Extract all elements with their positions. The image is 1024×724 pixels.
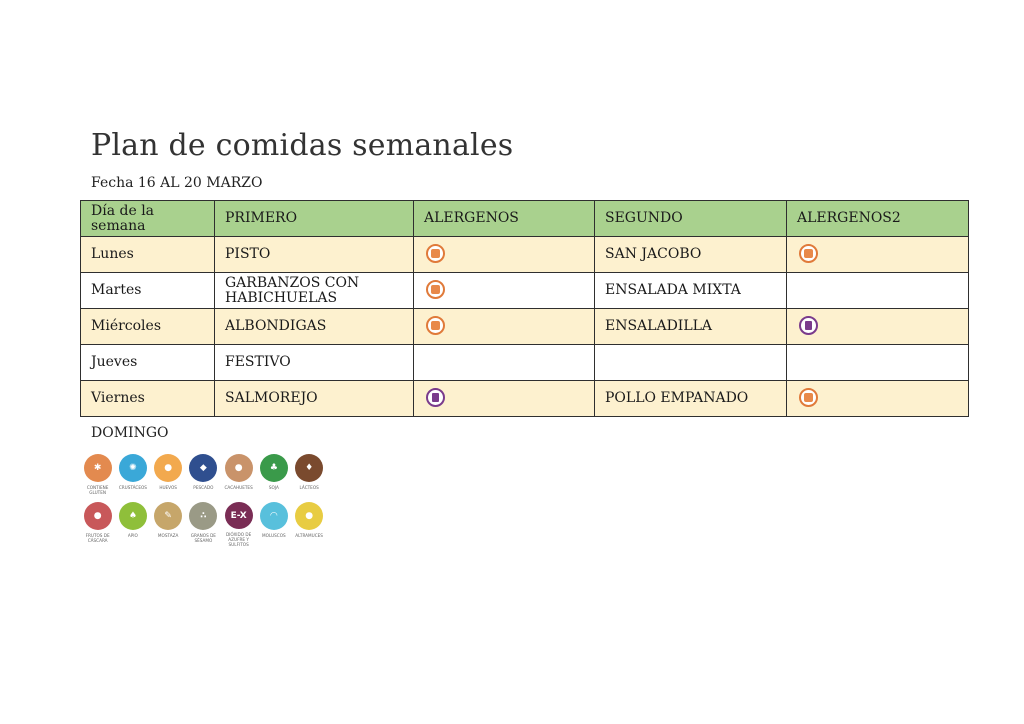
cell-primero: PISTO xyxy=(215,237,414,273)
cell-dia: Lunes xyxy=(81,237,215,273)
cell-segundo: ENSALADILLA xyxy=(595,309,787,345)
meal-plan-table xyxy=(80,200,969,417)
legend-label: CACAHUETES xyxy=(224,485,253,490)
allergen-icon xyxy=(426,388,445,407)
sulphite-icon: E-X xyxy=(225,502,253,529)
cell-dia: Jueves xyxy=(81,345,215,381)
table-header-row xyxy=(81,201,969,237)
cell-segundo xyxy=(595,345,787,381)
legend-label: GRANOS DE SÉSAMO xyxy=(190,533,216,543)
cell-dia: Martes xyxy=(81,273,215,309)
cell-segundo: SAN JACOBO xyxy=(595,237,787,273)
cell-alergenos xyxy=(414,345,595,381)
header-alergenos: ALERGENOS xyxy=(414,201,595,237)
cell-primero: ALBONDIGAS xyxy=(215,309,414,345)
legend-label: APIO xyxy=(127,533,138,538)
allergen-icon xyxy=(799,244,818,263)
legend-label: FRUTOS DE CÁSCARA xyxy=(85,533,110,543)
allergen-icon xyxy=(426,244,445,263)
soy-icon: ♣ xyxy=(260,454,288,482)
cell-dia: Viernes xyxy=(81,381,215,417)
allergen-legend xyxy=(80,451,362,547)
table-row xyxy=(81,237,969,273)
legend-item xyxy=(292,451,327,499)
legend-label: MOLUSCOS xyxy=(262,533,286,538)
legend-item xyxy=(221,451,256,499)
sesame-icon: ∴ xyxy=(189,502,217,530)
legend-item xyxy=(327,451,362,499)
legend-label: CRUSTÁCEOS xyxy=(118,485,147,490)
legend-item xyxy=(186,451,221,499)
legend-item xyxy=(221,499,256,547)
header-segundo: SEGUNDO xyxy=(595,201,787,237)
legend-item xyxy=(151,499,186,547)
celery-icon: ♠ xyxy=(119,502,147,530)
legend-label: CONTIENE GLUTEN xyxy=(86,485,109,495)
cell-segundo: ENSALADA MIXTA xyxy=(595,273,787,309)
cell-alergenos2 xyxy=(787,381,969,417)
peanut-icon: ● xyxy=(225,454,253,482)
legend-label: ALTRAMUCES xyxy=(295,533,323,538)
nut-icon: ● xyxy=(84,502,112,530)
table-row xyxy=(81,381,969,417)
cell-alergenos xyxy=(414,381,595,417)
table-row xyxy=(81,273,969,309)
mustard-icon: ✎ xyxy=(154,502,182,530)
cell-alergenos xyxy=(414,309,595,345)
cell-segundo: POLLO EMPANADO xyxy=(595,381,787,417)
allergen-icon xyxy=(426,280,445,299)
legend-label: LÁCTEOS xyxy=(299,485,319,490)
legend-item xyxy=(151,451,186,499)
cell-alergenos2 xyxy=(787,309,969,345)
page-title: Plan de comidas semanales xyxy=(91,128,514,163)
mollusc-icon: ◠ xyxy=(260,502,288,530)
legend-label: HUEVOS xyxy=(159,485,177,490)
header-alergenos2: ALERGENOS2 xyxy=(787,201,969,237)
legend-item xyxy=(256,451,291,499)
allergen-icon xyxy=(799,388,818,407)
legend-item xyxy=(256,499,291,547)
legend-item xyxy=(115,451,150,499)
allergen-icon xyxy=(799,316,818,335)
milk-icon: ♦ xyxy=(295,454,323,482)
wheat-icon: ✱ xyxy=(84,454,112,482)
cell-primero: FESTIVO xyxy=(215,345,414,381)
legend-item xyxy=(80,499,115,547)
legend-item xyxy=(292,499,327,547)
legend-item xyxy=(115,499,150,547)
cell-primero: GARBANZOS CON HABICHUELAS xyxy=(215,273,414,309)
cell-alergenos2 xyxy=(787,237,969,273)
fish-icon: ◆ xyxy=(189,454,217,482)
date-range: Fecha 16 AL 20 MARZO xyxy=(91,175,263,191)
legend-label: DIÓXIDO DE AZUFRE Y SULFITOS xyxy=(225,532,252,547)
legend-label: PESCADO xyxy=(193,485,214,490)
legend-label: MOSTAZA xyxy=(157,533,179,538)
cell-dia: Miércoles xyxy=(81,309,215,345)
cell-alergenos xyxy=(414,273,595,309)
table-row xyxy=(81,309,969,345)
lupin-icon: ● xyxy=(295,502,323,530)
cell-alergenos2 xyxy=(787,273,969,309)
header-primero: PRIMERO xyxy=(215,201,414,237)
cell-primero: SALMOREJO xyxy=(215,381,414,417)
cell-alergenos xyxy=(414,237,595,273)
header-dia: Día de la semana xyxy=(81,201,215,237)
cell-alergenos2 xyxy=(787,345,969,381)
egg-icon: ● xyxy=(154,454,182,482)
allergen-icon xyxy=(426,316,445,335)
legend-item xyxy=(327,499,362,547)
domingo-label: DOMINGO xyxy=(91,425,169,441)
table-row xyxy=(81,345,969,381)
legend-item xyxy=(186,499,221,547)
legend-label: SOJA xyxy=(268,485,279,490)
crab-icon: ✺ xyxy=(119,454,147,482)
legend-item xyxy=(80,451,115,499)
